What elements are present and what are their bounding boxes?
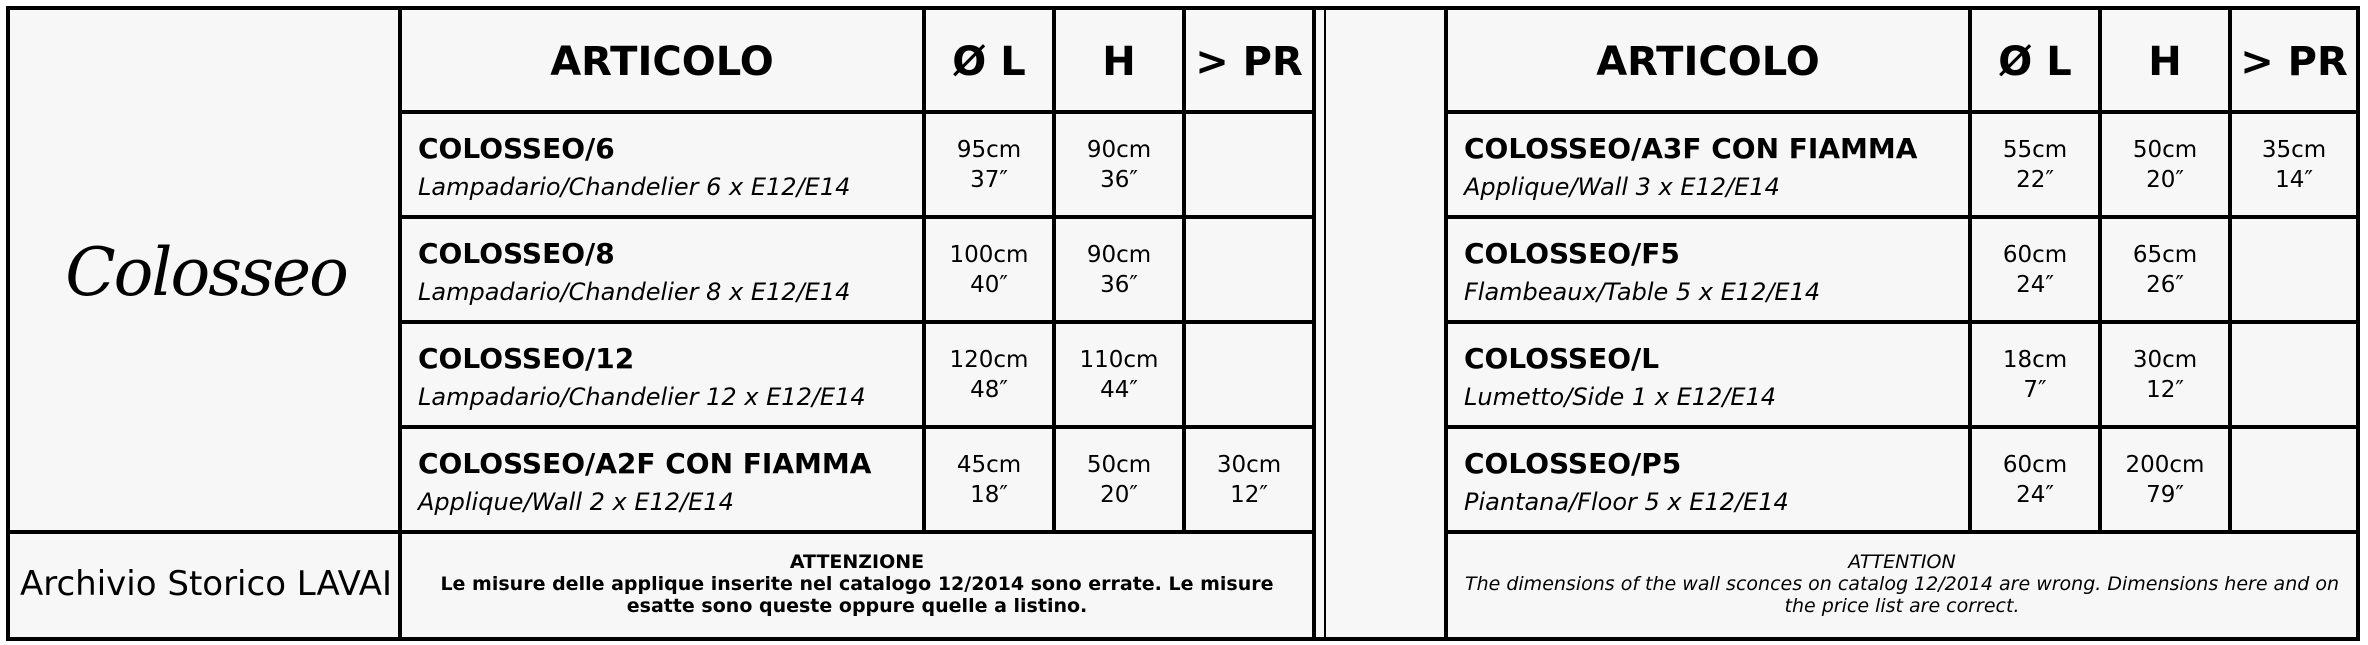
value-in: 7″ <box>2023 376 2047 403</box>
value-in: 24″ <box>2016 271 2054 298</box>
value-cm: 50cm <box>1086 451 1152 478</box>
height-cell <box>2102 114 2228 215</box>
projection-cell <box>2232 219 2356 320</box>
divider <box>922 10 926 534</box>
value-in: 20″ <box>2146 166 2184 193</box>
value-in: 22″ <box>2016 166 2054 193</box>
projection-cell <box>2232 324 2356 425</box>
divider <box>1444 425 2356 429</box>
archive-label <box>14 534 398 633</box>
note-english-body: The dimensions of the wall sconces on catalog 12/2014 are wrong. Dimensions here and on the price list are correct. <box>1464 572 2340 617</box>
header-height-left <box>1056 14 1182 110</box>
divider <box>398 110 1316 114</box>
projection-cell <box>1186 429 1312 530</box>
value-cm: 60cm <box>2002 241 2068 268</box>
note-english <box>1448 534 2356 633</box>
value-in: 24″ <box>2016 481 2054 508</box>
value-in: 14″ <box>2275 166 2313 193</box>
divider <box>1444 110 2356 114</box>
value-cm: 90cm <box>1086 136 1152 163</box>
value-cm: 65cm <box>2132 241 2198 268</box>
article-code: COLOSSEO/F5 <box>1464 237 1680 270</box>
table-row-article <box>1448 324 1968 425</box>
value-cm: 50cm <box>2132 136 2198 163</box>
header-article-left <box>402 14 922 110</box>
article-code: COLOSSEO/L <box>1464 342 1660 375</box>
height-cell <box>1056 219 1182 320</box>
value-in: 79″ <box>2146 481 2184 508</box>
header-diameter-right <box>1972 14 2098 110</box>
diameter-cell <box>926 114 1052 215</box>
diameter-cell <box>926 324 1052 425</box>
header-article-text: ARTICOLO <box>1596 39 1820 85</box>
value-in: 40″ <box>970 271 1008 298</box>
value-in: 18″ <box>970 481 1008 508</box>
value-cm: 90cm <box>1086 241 1152 268</box>
note-italian <box>402 534 1312 633</box>
value-cm: 55cm <box>2002 136 2068 163</box>
value-cm: 110cm <box>1079 346 1159 373</box>
article-code: COLOSSEO/P5 <box>1464 447 1682 480</box>
projection-cell <box>1186 324 1312 425</box>
value-in: 36″ <box>1100 166 1138 193</box>
header-projection-left <box>1186 14 1312 110</box>
archive-text: Archivio Storico LAVAI <box>20 563 392 604</box>
header-article-right <box>1448 14 1968 110</box>
value-cm: 45cm <box>956 451 1022 478</box>
divider <box>1182 10 1186 534</box>
height-cell <box>2102 219 2228 320</box>
article-description: Applique/Wall 3 x E12/E14 <box>1464 173 1780 201</box>
value-cm: 30cm <box>1216 451 1282 478</box>
header-diameter-left <box>926 14 1052 110</box>
divider <box>10 530 1316 534</box>
spec-sheet-frame <box>6 6 2360 641</box>
diameter-cell <box>1972 324 2098 425</box>
value-cm: 200cm <box>2125 451 2205 478</box>
article-description: Lampadario/Chandelier 8 x E12/E14 <box>418 278 851 306</box>
table-row-article <box>1448 114 1968 215</box>
header-height-right <box>2102 14 2228 110</box>
logo-text: Colosseo <box>65 233 347 311</box>
diameter-cell <box>1972 114 2098 215</box>
article-description: Flambeaux/Table 5 x E12/E14 <box>1464 278 1821 306</box>
diameter-cell <box>926 429 1052 530</box>
note-english-title: ATTENTION <box>1848 550 1956 573</box>
article-description: Lumetto/Side 1 x E12/E14 <box>1464 383 1777 411</box>
value-in: 26″ <box>2146 271 2184 298</box>
header-diameter-text: Ø L <box>1998 39 2072 85</box>
divider <box>2228 10 2232 534</box>
table-row-article <box>402 324 922 425</box>
divider <box>1324 10 1326 637</box>
diameter-cell <box>926 219 1052 320</box>
article-description: Lampadario/Chandelier 6 x E12/E14 <box>418 173 851 201</box>
height-cell <box>2102 324 2228 425</box>
value-in: 36″ <box>1100 271 1138 298</box>
value-cm: 35cm <box>2261 136 2327 163</box>
table-row-article <box>1448 219 1968 320</box>
value-in: 12″ <box>1230 481 1268 508</box>
value-in: 37″ <box>970 166 1008 193</box>
height-cell <box>1056 324 1182 425</box>
article-description: Lampadario/Chandelier 12 x E12/E14 <box>418 383 866 411</box>
divider <box>1444 215 2356 219</box>
brand-logo <box>14 14 398 530</box>
header-height-text: H <box>2148 39 2182 85</box>
table-row-article <box>402 429 922 530</box>
value-cm: 95cm <box>956 136 1022 163</box>
value-in: 12″ <box>2146 376 2184 403</box>
divider <box>398 425 1316 429</box>
height-cell <box>2102 429 2228 530</box>
projection-cell <box>1186 219 1312 320</box>
article-description: Applique/Wall 2 x E12/E14 <box>418 488 734 516</box>
header-article-text: ARTICOLO <box>550 39 774 85</box>
article-code: COLOSSEO/A2F CON FIAMMA <box>418 447 872 480</box>
projection-cell <box>2232 114 2356 215</box>
table-row-article <box>402 219 922 320</box>
note-italian-title: ATTENZIONE <box>789 550 925 573</box>
value-cm: 100cm <box>949 241 1029 268</box>
article-description: Piantana/Floor 5 x E12/E14 <box>1464 488 1789 516</box>
article-code: COLOSSEO/8 <box>418 237 615 270</box>
value-in: 48″ <box>970 376 1008 403</box>
divider <box>398 320 1316 324</box>
diameter-cell <box>1972 429 2098 530</box>
value-cm: 120cm <box>949 346 1029 373</box>
header-projection-right <box>2232 14 2356 110</box>
value-in: 20″ <box>1100 481 1138 508</box>
header-height-text: H <box>1102 39 1136 85</box>
diameter-cell <box>1972 219 2098 320</box>
article-code: COLOSSEO/12 <box>418 342 635 375</box>
divider <box>2098 10 2102 534</box>
projection-cell <box>1186 114 1312 215</box>
value-cm: 18cm <box>2002 346 2068 373</box>
value-cm: 60cm <box>2002 451 2068 478</box>
divider <box>1444 530 2356 534</box>
divider <box>398 215 1316 219</box>
header-projection-text: > PR <box>1195 39 1303 85</box>
value-cm: 30cm <box>2132 346 2198 373</box>
article-code: COLOSSEO/6 <box>418 132 615 165</box>
height-cell <box>1056 114 1182 215</box>
header-projection-text: > PR <box>2240 39 2348 85</box>
divider <box>1968 10 1972 534</box>
note-italian-body: Le misure delle applique inserite nel catalogo 12/2014 sono errate. Le misure esatte sono queste oppure quelle a listino. <box>440 572 1274 617</box>
value-in: 44″ <box>1100 376 1138 403</box>
table-row-article <box>1448 429 1968 530</box>
header-diameter-text: Ø L <box>952 39 1026 85</box>
article-code: COLOSSEO/A3F CON FIAMMA <box>1464 132 1918 165</box>
height-cell <box>1056 429 1182 530</box>
divider <box>1052 10 1056 534</box>
divider <box>1444 320 2356 324</box>
projection-cell <box>2232 429 2356 530</box>
table-row-article <box>402 114 922 215</box>
